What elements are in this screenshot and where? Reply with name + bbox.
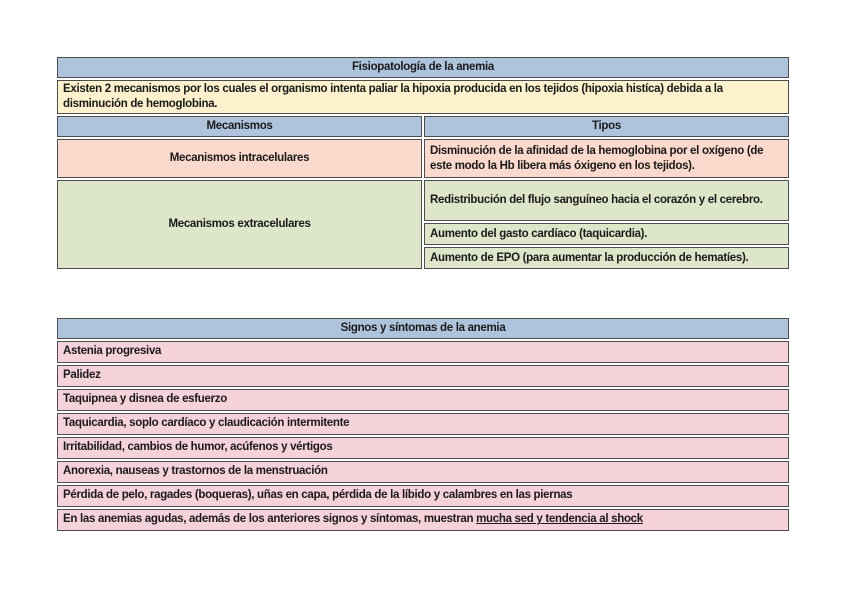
symptom-row-pallor: Palidez	[57, 365, 789, 387]
acute-anemia-text: En las anemias agudas, además de los anteriores signos y síntomas, muestran	[63, 513, 477, 526]
symptom-row-tachycardia: Taquicardia, soplo cardíaco y claudicación intermitente	[57, 413, 789, 435]
type-cell-hemoglobin-affinity: Disminución de la afinidad de la hemoglobina por el oxígeno (de este modo la Hb libera más óxigeno en los tejidos).	[424, 139, 789, 178]
symptom-row-anorexia: Anorexia, nauseas y trastornos de la menstruación	[57, 461, 789, 483]
symptom-row-acute-anemia	[57, 509, 789, 531]
table1-title: Fisiopatología de la anemia	[57, 57, 789, 78]
symptom-row-tachypnea: Taquipnea y disnea de esfuerzo	[57, 389, 789, 411]
symptom-row-hair-loss: Pérdida de pelo, ragades (boqueras), uñas en capa, pérdida de la líbido y calambres en las piernas	[57, 485, 789, 507]
pathophysiology-table	[55, 55, 791, 271]
table1-description: Existen 2 mecanismos por los cuales el organismo intenta paliar la hipoxia producida en los tejidos (hipoxia histíca) debida a la disminución de hemoglobina.	[57, 80, 789, 114]
symptom-row-asthenia: Astenia progresiva	[57, 341, 789, 363]
signs-symptoms-table	[55, 316, 791, 533]
type-cell-cardiac-output: Aumento del gasto cardíaco (taquicardia).	[424, 223, 789, 245]
mechanism-intracellular-cell: Mecanismos intracelulares	[57, 139, 422, 178]
type-cell-blood-redistribution: Redistribución del flujo sanguíneo hacia el corazón y el cerebro.	[424, 180, 789, 221]
column-header-mecanismos: Mecanismos	[57, 116, 422, 137]
column-header-tipos: Tipos	[424, 116, 789, 137]
symptom-row-irritability: Irritabilidad, cambios de humor, acúfenos y vértigos	[57, 437, 789, 459]
acute-anemia-underlined-text: mucha sed y tendencia al shock	[476, 513, 643, 526]
type-cell-epo-increase: Aumento de EPO (para aumentar la producción de hematíes).	[424, 247, 789, 269]
mechanism-extracellular-cell: Mecanismos extracelulares	[57, 180, 422, 269]
table2-title: Signos y síntomas de la anemia	[57, 318, 789, 339]
